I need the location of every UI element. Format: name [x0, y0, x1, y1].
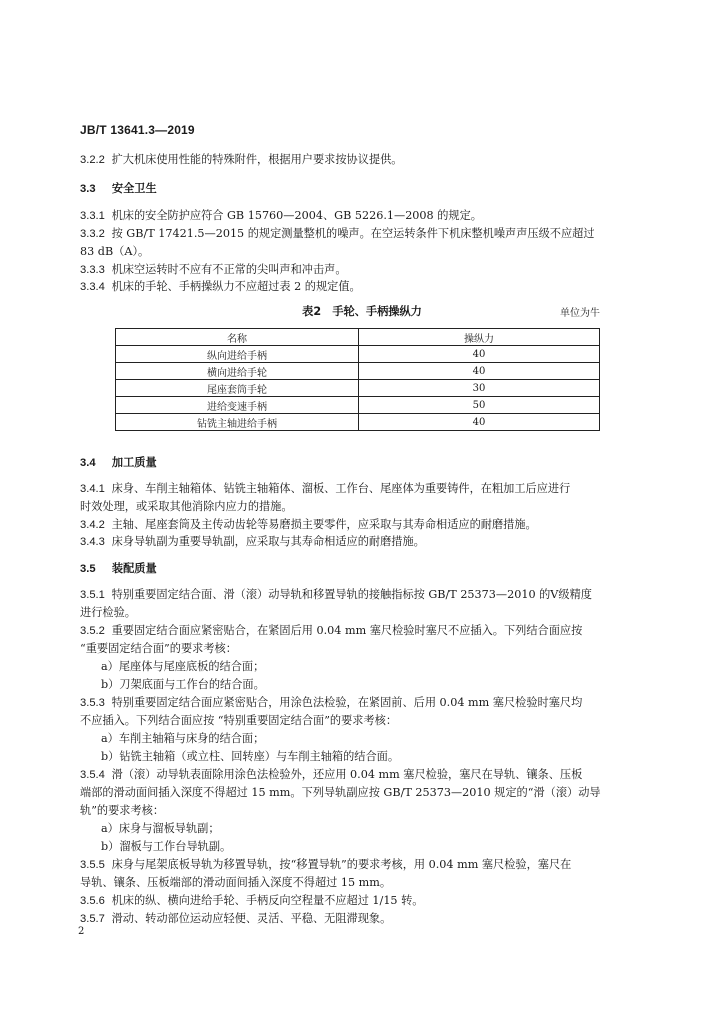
clause-text: “重要固定结合面”的要求考核：: [80, 642, 237, 655]
clause-3-4-1: [80, 482, 570, 496]
clause-text: 端部的滑动面间插入深度不得超过 15 mm。下列导轨副应按 GB/T 25373—2010 规定的“滑（滚）动导: [80, 786, 601, 799]
clause-text: 床身、车削主轴箱体、钻铣主轴箱体、溜板、工作台、尾座体为重要铸件，在粗加工后应进行: [111, 482, 571, 495]
clause-number: 3.5.2: [80, 625, 105, 637]
section-title: 加工质量: [111, 456, 157, 469]
clause-number: 3.4.3: [80, 536, 105, 548]
clause-text: 床身导轨副为重要导轨副，应采取与其寿命相适应的耐磨措施。: [111, 535, 425, 548]
clause-text: 时效处理，或采取其他消除内应力的措施。: [80, 500, 293, 513]
clause-text: 特别重要固定结合面、滑（滚）动导轨和移置导轨的接触指标按 GB/T 25373—2010 的Ⅴ级精度: [111, 588, 592, 601]
clause-3-5-7: [80, 912, 391, 926]
clause-text: 机床的手轮、手柄操纵力不应超过表 2 的规定值。: [111, 280, 361, 293]
clause-text: 不应插入。下列结合面应按 “特别重要固定结合面”的要求考核：: [80, 714, 398, 727]
table-cell: 进给变速手柄: [116, 397, 359, 414]
clause-text: 机床的安全防护应符合 GB 15760—2004、GB 5226.1—2008 的规定。: [111, 209, 482, 222]
list-item: [101, 822, 220, 836]
list-item-text: b）钻铣主轴箱（或立柱、回转座）与车削主轴箱的结合面。: [101, 750, 400, 763]
document-number-header: JB/T 13641.3—2019: [80, 123, 195, 137]
section-number: 3.5: [80, 563, 96, 575]
clause-text: 床身与尾架底板导轨为移置导轨，按“移置导轨”的要求考核，用 0.04 mm 塞尺检验，塞尺在: [111, 858, 572, 871]
table-cell: 50: [359, 397, 600, 414]
table-row: [116, 380, 600, 397]
clause-continuation: [80, 804, 164, 818]
clause-continuation: [80, 714, 397, 728]
table-cell: 钻铣主轴进给手柄: [116, 414, 359, 431]
clause-text: 进行检验。: [80, 606, 136, 619]
clause-3-3-1: [80, 209, 482, 223]
clause-continuation: [80, 786, 601, 800]
clause-3-4-2: [80, 518, 537, 532]
section-heading-3-3: [80, 182, 157, 196]
table-row: [116, 397, 600, 414]
clause-text: 主轴、尾座套筒及主传动齿轮等易磨损主要零件，应采取与其寿命相适应的耐磨措施。: [111, 518, 537, 531]
clause-number: 3.5.6: [80, 895, 105, 907]
table-title: 表2 手轮、手柄操纵力: [302, 305, 422, 318]
column-header-name: 名称: [116, 329, 359, 346]
clause-number: 3.5.1: [80, 589, 105, 601]
clause-number: 3.3.3: [80, 264, 105, 276]
list-item-text: a）床身与溜板导轨副；: [101, 822, 220, 835]
table-row: [116, 346, 600, 363]
list-item: [101, 660, 264, 674]
clause-text: 导轨、镶条、压板端部的滑动面间插入深度不得超过 15 mm。: [80, 876, 392, 889]
clause-text: 83 dB（A）。: [80, 245, 150, 258]
page-number: 2: [78, 926, 85, 937]
clause-number: 3.5.7: [80, 913, 105, 925]
clause-3-5-6: [80, 894, 424, 908]
section-title: 装配质量: [111, 562, 157, 575]
clause-continuation: [80, 876, 391, 890]
clause-3-5-4: [80, 768, 582, 782]
list-item-text: b）溜板与工作台导轨副。: [101, 840, 232, 853]
table-cell: 40: [359, 346, 600, 363]
clause-3-2-2: [80, 153, 402, 167]
clause-continuation: [80, 606, 136, 620]
clause-continuation: [80, 245, 149, 259]
clause-text: 滑（滚）动导轨表面除用涂色法检验外，还应用 0.04 mm 塞尺检验，塞尺在导轨、镶条、压板: [111, 768, 583, 781]
clause-text: 轨”的要求考核：: [80, 804, 165, 817]
list-item: [101, 750, 399, 764]
clause-number: 3.3.4: [80, 281, 105, 293]
table-row: [116, 414, 600, 431]
clause-number: 3.4.1: [80, 483, 105, 495]
table-cell: 30: [359, 380, 600, 397]
clause-3-4-3: [80, 535, 425, 549]
clause-text: 机床空运转时不应有不正常的尖叫声和冲击声。: [111, 263, 347, 276]
table-unit: 单位为牛: [560, 308, 600, 319]
clause-3-5-1: [80, 588, 592, 602]
clause-text: 机床的纵、横向进给手轮、手柄反向空程量不应超过 1/15 转。: [111, 894, 424, 907]
clause-number: 3.3.1: [80, 210, 105, 222]
clause-number: 3.5.5: [80, 859, 105, 871]
clause-continuation: [80, 642, 237, 656]
clause-text: 按 GB/T 17421.5—2015 的规定测量整机的噪声。在空运转条件下机床整机噪声声压级不应超过: [111, 227, 595, 240]
list-item-text: a）尾座体与尾座底板的结合面；: [101, 660, 265, 673]
list-item-text: a）车削主轴箱与床身的结合面；: [101, 732, 265, 745]
clause-text: 特别重要固定结合面应紧密贴合，用涂色法检验，在紧固前、后用 0.04 mm 塞尺检验时塞尺均: [111, 696, 583, 709]
clause-number: 3.4.2: [80, 519, 105, 531]
section-heading-3-4: [80, 456, 157, 470]
table-header-row: [116, 329, 600, 346]
section-number: 3.4: [80, 457, 96, 469]
clause-3-3-4: [80, 280, 361, 294]
clause-3-5-3: [80, 696, 582, 710]
clause-continuation: [80, 500, 293, 514]
clause-3-5-2: [80, 624, 582, 638]
table-cell: 横向进给手轮: [116, 363, 359, 380]
clause-3-3-3: [80, 263, 347, 277]
table-cell: 40: [359, 414, 600, 431]
clause-text: 重要固定结合面应紧密贴合，在紧固后用 0.04 mm 塞尺检验时塞尺不应插入。下列结合面应按: [111, 624, 583, 637]
list-item: [101, 840, 231, 854]
section-title: 安全卫生: [111, 182, 157, 195]
clause-number: 3.3.2: [80, 228, 105, 240]
list-item-text: b）刀架底面与工作台的结合面。: [101, 678, 265, 691]
clause-number: 3.5.4: [80, 769, 105, 781]
table-row: [116, 363, 600, 380]
operating-force-table: [115, 328, 600, 431]
section-number: 3.3: [80, 183, 96, 195]
clause-3-5-5: [80, 858, 571, 872]
list-item: [101, 732, 264, 746]
table-cell: 40: [359, 363, 600, 380]
table-cell: 尾座套筒手轮: [116, 380, 359, 397]
list-item: [101, 678, 265, 692]
clause-number: 3.5.3: [80, 697, 105, 709]
clause-text: 扩大机床使用性能的特殊附件，根据用户要求按协议提供。: [111, 153, 403, 166]
clause-text: 滑动、转动部位运动应轻便、灵活、平稳、无阻滞现象。: [111, 912, 392, 925]
table-cell: 纵向进给手柄: [116, 346, 359, 363]
section-heading-3-5: [80, 562, 157, 576]
column-header-force: 操纵力: [359, 329, 600, 346]
clause-3-3-2: [80, 227, 595, 241]
clause-number: 3.2.2: [80, 154, 105, 166]
